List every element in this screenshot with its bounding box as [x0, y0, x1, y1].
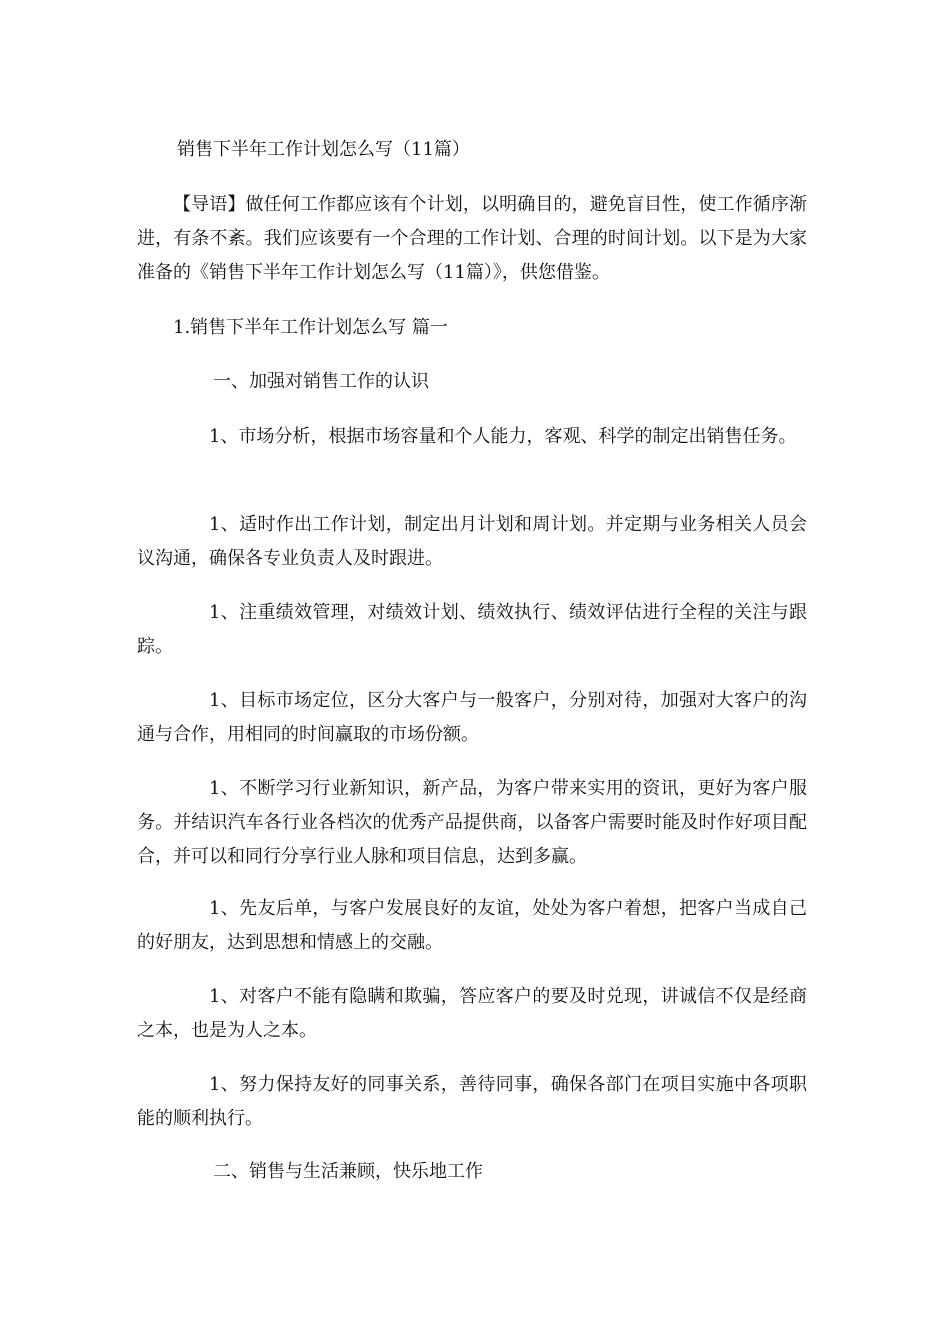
chapter-heading: 1.销售下半年工作计划怎么写 篇一 — [173, 317, 448, 338]
list-item: 1、努力保持友好的同事关系，善待同事，确保各部门在项目实施中各项职能的顺利执行。 — [137, 1074, 807, 1129]
document-title: 销售下半年工作计划怎么写（11篇） — [177, 139, 470, 160]
section-heading-2: 二、销售与生活兼顾，快乐地工作 — [213, 1161, 483, 1182]
list-item: 1、不断学习行业新知识，新产品，为客户带来实用的资讯，更好为客户服务。并结识汽车各行业各档次的优秀产品提供商，以备客户需要时能及时作好项目配合，并可以和同行分享行业人脉和项目信息，达到多赢。 — [137, 778, 807, 867]
list-item: 1、注重绩效管理，对绩效计划、绩效执行、绩效评估进行全程的关注与跟踪。 — [137, 602, 807, 657]
list-item: 1、对客户不能有隐瞒和欺骗，答应客户的要及时兑现，讲诚信不仅是经商之本，也是为人之本。 — [137, 986, 807, 1041]
list-item: 1、市场分析，根据市场容量和个人能力，客观、科学的制定出销售任务。 — [209, 426, 797, 447]
intro-paragraph: 【导语】做任何工作都应该有个计划，以明确目的，避免盲目性，使工作循序渐进，有条不紊。我们应该要有一个合理的工作计划、合理的时间计划。以下是为大家准备的《销售下半年工作计划怎么写（11篇）》，供您借鉴。 — [137, 194, 807, 283]
section-heading-1: 一、加强对销售工作的认识 — [213, 371, 429, 392]
list-item: 1、先友后单，与客户发展良好的友谊，处处为客户着想，把客户当成自己的好朋友，达到思想和情感上的交融。 — [137, 898, 807, 953]
list-item: 1、适时作出工作计划，制定出月计划和周计划。并定期与业务相关人员会议沟通，确保各专业负责人及时跟进。 — [137, 514, 807, 569]
list-item: 1、目标市场定位，区分大客户与一般客户，分别对待，加强对大客户的沟通与合作，用相同的时间赢取的市场份额。 — [137, 690, 807, 745]
